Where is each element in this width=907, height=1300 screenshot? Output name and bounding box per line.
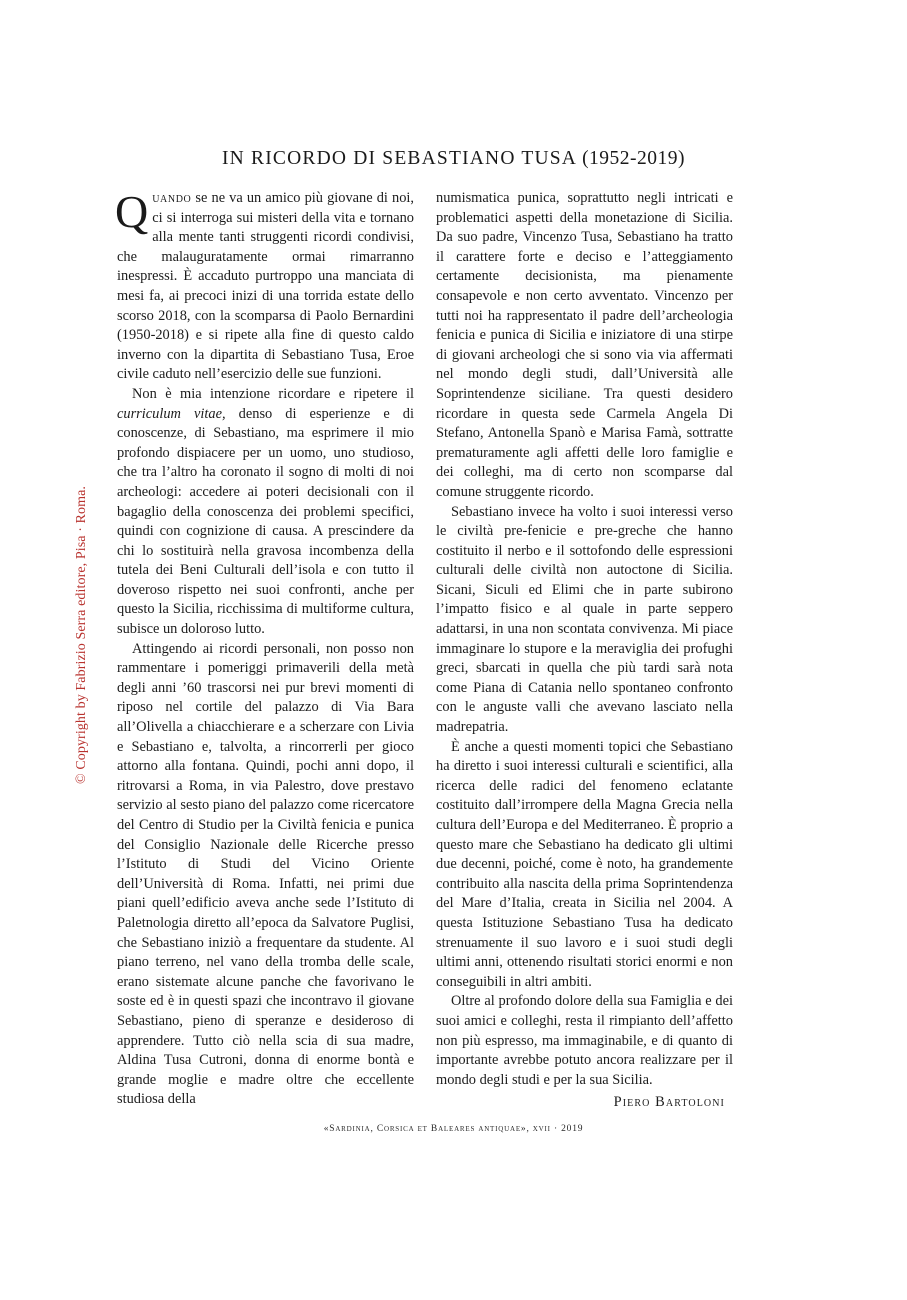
paragraph-6: Oltre al profondo dolore della sua Famiglia e dei suoi amici e colleghi, resta il rimpianto dell’affetto non più espresso, ma immaginabile, e di quanto di importante avrebbe potuto ancora realizzare per il mondo degli studi e per la sua Sicilia. bbox=[436, 993, 733, 1088]
copyright-notice: © Copyright by Fabrizio Serra editore, Pisa · Roma. bbox=[74, 485, 89, 785]
title-years: (1952-2019) bbox=[582, 148, 686, 169]
text-column-left bbox=[115, 186, 414, 1110]
text-column-right bbox=[436, 189, 733, 1113]
paragraph-4: Sebastiano invece ha volto i suoi interessi verso le civiltà pre-fenicie e pre-greche che hanno costituito il nerbo e il sottofondo delle espressioni culturali delle civiltà non autoctone di Sicilia. Sicani, Siculi ed Elimi che in parte subirono l’impatto fisico e al quale in parte seppero adattarsi, in una non scontata convivenza. Mi piace immaginare lo stupore e la meraviglia dei profughi greci, sbarcati in quella che più tardi sarà nota come Piana di Catania nello spontaneo confronto con le anguste valli che avevano lasciato nella madrepatria. bbox=[436, 503, 733, 736]
drop-cap: Q bbox=[115, 186, 149, 237]
journal-footer: «Sardinia, Corsica et Baleares antiquae», xvii · 2019 bbox=[323, 1124, 584, 1134]
paragraph-3: Attingendo ai ricordi personali, non posso non rammentare i pomeriggi primaverili della metà degli anni ’60 trascorsi nei pur brevi momenti di riposo nel cortile del palazzo di Via Bara all’Olivella a chiacchierare e a scherzare con Livia e Sebastiano e, talvolta, a rincorrerli per gioco attorno alla fontana. Quindi, pochi anni dopo, il ritrovarsi a Roma, in via Palestro, dove prestavo servizio al sesto piano del palazzo come ricercatore del Centro di Studio per la Civiltà fenicia e punica del Consiglio Nazionale delle Ricerche presso l’Istituto di Studi del Vicino Oriente dell’Università di Roma. Infatti, nei primi due piani quell’edificio aveva anche sede l’Istituto di Paletnologia diretto all’epoca da Salvatore Puglisi, che Sebastiano iniziò a frequentare da studente. Al piano terreno, nel vano della tromba delle scale, erano sistemate alcune panche che favorivano le soste ed è in questi spazi che incontravo il giovane Sebastiano, pieno di speranze e desideroso di apprendere. Tutto ciò nella scia di sua madre, Aldina Tusa Cutroni, donna di enorme bontà e grande moglie e madre oltre che eccellente studiosa della bbox=[117, 640, 414, 1108]
author-signature: Piero Bartoloni bbox=[613, 1094, 725, 1111]
paragraph-3-continued: numismatica punica, soprattutto negli intricati e problematici aspetti della monetazione di Sicilia. Da suo padre, Vincenzo Tusa, Sebastiano ha tratto il carattere forte e deciso e l’atteggiamento certamente decisionista, ma pienamente consapevole e non certo avventato. Vincenzo per tutti noi ha rappresentato il padre dell’archeologia fenicia e punica di Sicilia e iniziatore di una stirpe di giovani archeologi che si sono via via affermati nel mondo degli studi, dall’Università alle Soprintendenze siciliane. Tra questi desidero ricordare in questa sede Carmela Angela Di Stefano, Antonella Spanò e Marisa Famà, sottratte prematuramente agli affetti delle loro famiglie e dei colleghi, ma di certo non scomparse dal comune struggente ricordo. bbox=[436, 190, 733, 500]
paragraph-2 bbox=[117, 385, 414, 640]
lead-smallcaps: uando bbox=[152, 190, 192, 206]
title-main: IN RICORDO DI SEBASTIANO TUSA bbox=[221, 148, 576, 169]
paragraph-2-start: Non è mia intenzione ricordare e ripetere il bbox=[132, 385, 414, 402]
article-title bbox=[0, 148, 907, 170]
paragraph-2-text: denso di esperienze e di conoscenze, di Sebastiano, ma esprimere il mio profondo dispiacere per un uomo, uno studioso, che tra l’altro ha coronato il sogno di molti di noi archeologi: accedere ai poteri decisionali con il bagaglio della conoscenza dei problemi specifici, quindi con cognizione di causa. A prescindere da chi lo sostituirà nella gravosa incombenza della tutela dei Beni Culturali dell’isola e con tutto il doveroso rispetto nei suoi confronti, anche per questo la Sicilia, ricchissima di multiforme cultura, subisce un doloroso lutto. bbox=[117, 405, 414, 638]
paragraph-1 bbox=[115, 186, 414, 385]
paragraph-5: È anche a questi momenti topici che Sebastiano ha diretto i suoi interessi culturali e scientifici, alla ricerca delle radici del fenomeno eclatante costituito dall’irrompere della Magna Grecia nella cultura dell’Europa e del Mediterraneo. È proprio a questo mare che Sebastiano ha dedicato gli ultimi due decenni, poiché, come è noto, ha grandemente contribuito alla nascita della prima Soprintendenza del Mare d’Italia, creata in Sicilia nel 2004. A questa Istituzione Sebastiano Tusa ha dedicato strenuamente il suo lavoro e i suoi studi degli ultimi anni, ottenendo risultati storici enormi e non conseguibili in altri ambiti. bbox=[436, 738, 733, 990]
paragraph-2-italic: curriculum vitae, bbox=[117, 405, 226, 422]
paragraph-1-text: se ne va un amico più giovane di noi, ci si interroga sui misteri della vita e tornano alla mente tanti struggenti ricordi condivisi, che malauguratamente ormai rimarranno inespressi. È accaduto purtroppo una manciata di mesi fa, ai precoci inizi di una torrida estate dello scorso 2018, con la scomparsa di Paolo Bernardini (1950-2018) e si ripete alla fine di questo caldo inverno con la dipartita di Sebastiano Tusa, Eroe civile caduto nell’esercizio delle sue funzioni. bbox=[117, 190, 414, 383]
copyright-sidebar bbox=[62, 470, 102, 800]
